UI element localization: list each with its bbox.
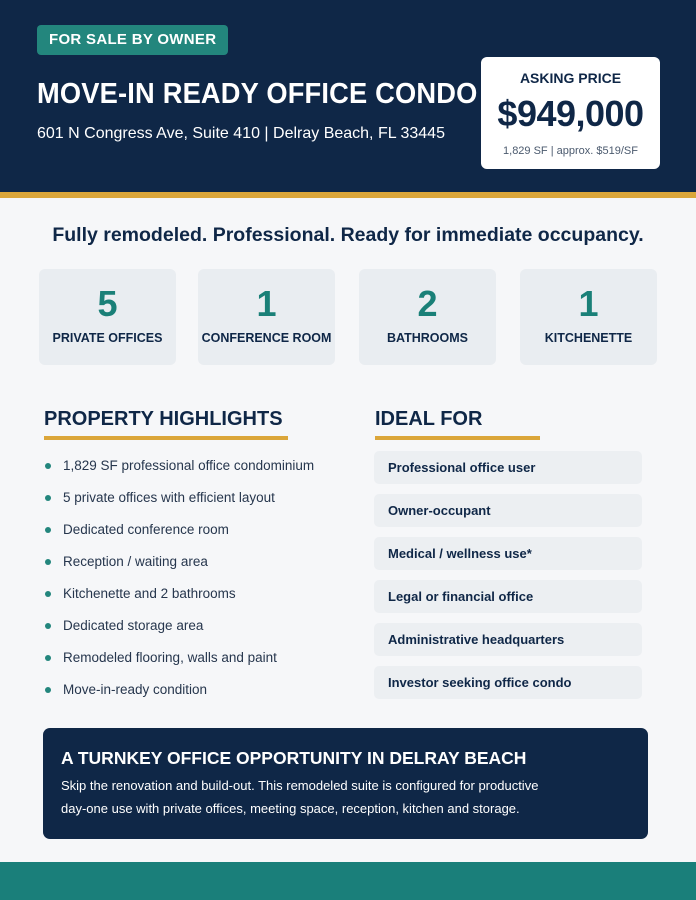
stat-card-conference xyxy=(198,269,335,365)
turnkey-callout xyxy=(43,728,648,839)
ideal-for-item: Legal or financial office xyxy=(374,580,642,613)
page-title: MOVE-IN READY OFFICE CONDO xyxy=(37,78,478,110)
stat-number: 1 xyxy=(578,283,599,324)
highlight-text: 5 private offices with efficient layout xyxy=(63,490,275,505)
price-card xyxy=(481,57,660,169)
gold-divider xyxy=(0,192,696,198)
bullet-icon xyxy=(45,591,51,597)
highlight-text: Dedicated storage area xyxy=(63,618,204,633)
highlights-list xyxy=(44,456,344,712)
bullet-icon xyxy=(45,655,51,661)
for-sale-badge: FOR SALE BY OWNER xyxy=(37,25,228,55)
stat-card-kitchenette xyxy=(520,269,657,365)
list-item xyxy=(44,456,344,488)
ideal-for-item: Investor seeking office condo xyxy=(374,666,642,699)
stat-card-bathrooms xyxy=(359,269,496,365)
callout-text-line-2: day-one use with private offices, meeting space, reception, kitchen and storage. xyxy=(61,801,520,816)
list-item xyxy=(44,680,344,712)
stat-number: 1 xyxy=(256,283,277,324)
ideal-for-item: Owner-occupant xyxy=(374,494,642,527)
list-item xyxy=(44,584,344,616)
price-label: ASKING PRICE xyxy=(519,70,622,86)
footer-bar xyxy=(0,862,696,900)
stat-label: KITCHENETTE xyxy=(544,331,633,345)
stat-card-offices xyxy=(39,269,176,365)
ideal-for-item: Administrative headquarters xyxy=(374,623,642,656)
list-item xyxy=(44,488,344,520)
ideal-for-item: Professional office user xyxy=(374,451,642,484)
highlight-text: Kitchenette and 2 bathrooms xyxy=(63,586,236,601)
ideal-for-item: Medical / wellness use* xyxy=(374,537,642,570)
ideal-for-underline xyxy=(375,436,540,440)
price-value: $949,000 xyxy=(497,93,644,134)
property-address: 601 N Congress Ave, Suite 410 | Delray Beach, FL 33445 xyxy=(37,125,445,142)
list-item xyxy=(44,552,344,584)
list-item xyxy=(44,520,344,552)
highlights-underline xyxy=(44,436,288,440)
bullet-icon xyxy=(45,623,51,629)
list-item xyxy=(44,616,344,648)
ideal-for-heading: IDEAL FOR xyxy=(375,408,483,430)
stat-label: CONFERENCE ROOM xyxy=(201,331,332,345)
ideal-for-list xyxy=(374,451,642,709)
callout-title: A TURNKEY OFFICE OPPORTUNITY IN DELRAY BEACH xyxy=(61,748,527,768)
bullet-icon xyxy=(45,687,51,693)
bullet-icon xyxy=(45,527,51,533)
highlights-heading: PROPERTY HIGHLIGHTS xyxy=(44,408,283,430)
stat-number: 2 xyxy=(417,283,438,324)
highlight-text: Move-in-ready condition xyxy=(63,682,208,697)
highlight-text: 1,829 SF professional office condominium xyxy=(63,458,315,473)
callout-text-line-1: Skip the renovation and build-out. This remodeled suite is configured for productive xyxy=(61,778,539,793)
tagline: Fully remodeled. Professional. Ready for immediate occupancy. xyxy=(52,224,644,246)
stat-number: 5 xyxy=(97,283,118,324)
stat-label: PRIVATE OFFICES xyxy=(52,331,163,345)
bullet-icon xyxy=(45,559,51,565)
highlight-text: Remodeled flooring, walls and paint xyxy=(63,650,277,665)
highlight-text: Reception / waiting area xyxy=(63,554,208,569)
bullet-icon xyxy=(45,463,51,469)
stats-row xyxy=(39,269,658,365)
stat-label: BATHROOMS xyxy=(386,331,468,345)
highlight-text: Dedicated conference room xyxy=(63,522,229,537)
list-item xyxy=(44,648,344,680)
price-details: 1,829 SF | approx. $519/SF xyxy=(503,145,638,157)
bullet-icon xyxy=(45,495,51,501)
